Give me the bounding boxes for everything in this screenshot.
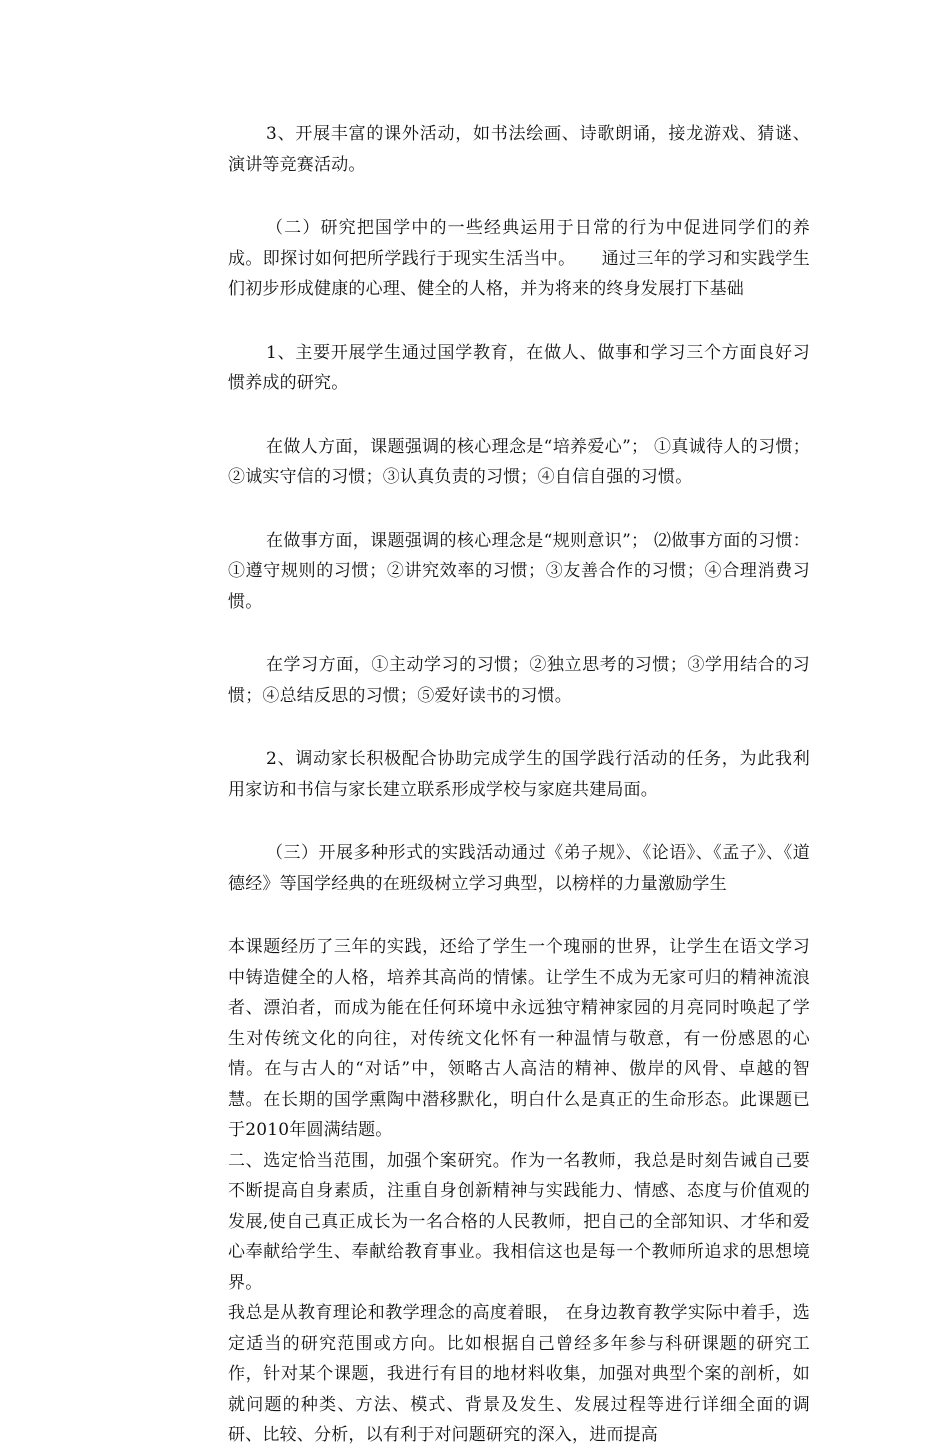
paragraph-gap [228, 899, 810, 932]
paragraph-section-two: （二）研究把国学中的一些经典运用于日常的行为中促进同学们的养成。即探讨如何把所学践行于现实生活当中。 通过三年的学习和实践学生们初步形成健康的心理、健全的人格，并为将来的终身发展打下基础 [228, 218, 810, 299]
paragraph-gap [228, 305, 810, 338]
paragraph-section-three: （三）开展多种形式的实践活动通过《弟子规》、《论语》、《孟子》、《道德经》等国学经典的在班级树立学习典型，以榜样的力量激励学生 [228, 843, 810, 894]
paragraph-gap [228, 493, 810, 526]
paragraph-gap [228, 711, 810, 744]
paragraph-gap [228, 399, 810, 432]
paragraph-conduct: 在做人方面，课题强调的核心理念是“培养爱心”； ①真诚待人的习惯；②诚实守信的习惯；③认真负责的习惯；④自信自强的习惯。 [228, 436, 810, 487]
paragraph-gap [228, 617, 810, 650]
paragraph-habit-research: 1、主要开展学生通过国学教育，在做人、做事和学习三个方面良好习惯养成的研究。 [228, 342, 810, 393]
paragraph-case-study: 二、选定恰当范围，加强个案研究。作为一名教师，我总是时刻告诫自己要不断提高自身素质，注重自身创新精神与实践能力、情感、态度与价值观的发展,使自己真正成长为一名合格的人民教师，把自己的全部知识、才华和爱心奉献给学生、奉献给教育事业。我相信这也是每一个教师所追求的思想境界。 [228, 1150, 810, 1293]
paragraph-study: 在学习方面，①主动学习的习惯；②独立思考的习惯；③学用结合的习惯；④总结反思的习惯；⑤爱好读书的习惯。 [228, 655, 810, 706]
paragraph-research-scope: 我总是从教育理论和教学理念的高度着眼， 在身边教育教学实际中着手，选定适当的研究范围或方向。比如根据自己曾经多年参与科研课题的研究工作，针对某个课题，我进行有目的地材料收集，加强对典型个案的剖析，如就问题的种类、方法、模式、背景及发生、发展过程等进行详细全面的调研、比较、分析，以有利于对问题研究的深入，进而提高 [228, 1303, 810, 1445]
paragraph-gap [228, 180, 810, 213]
paragraph-gap [228, 805, 810, 838]
paragraph-summary: 本课题经历了三年的实践，还给了学生一个瑰丽的世界，让学生在语文学习中铸造健全的人格，培养其高尚的情愫。让学生不成为无家可归的精神流浪者、漂泊者，而成为能在任何环境中永远独守精神家园的月亮同时唤起了学生对传统文化的向往，对传统文化怀有一种温情与敬意，有一份感恩的心情。在与古人的“对话”中，领略古人高洁的精神、傲岸的风骨、卓越的智慧。在长期的国学熏陶中潜移默化，明白什么是真正的生命形态。此课题已于2010年圆满结题。 [228, 937, 810, 1140]
document-body [228, 119, 810, 1451]
paragraph-extracurricular: 3、开展丰富的课外活动，如书法绘画、诗歌朗诵，接龙游戏、猜谜、演讲等竞赛活动。 [228, 124, 810, 175]
paragraph-parents: 2、调动家长积极配合协助完成学生的国学践行活动的任务，为此我利用家访和书信与家长建立联系形成学校与家庭共建局面。 [228, 749, 810, 800]
paragraph-work: 在做事方面，课题强调的核心理念是“规则意识”； ⑵做事方面的习惯：①遵守规则的习惯；②讲究效率的习惯；③友善合作的习惯；④合理消费习惯。 [228, 530, 810, 612]
